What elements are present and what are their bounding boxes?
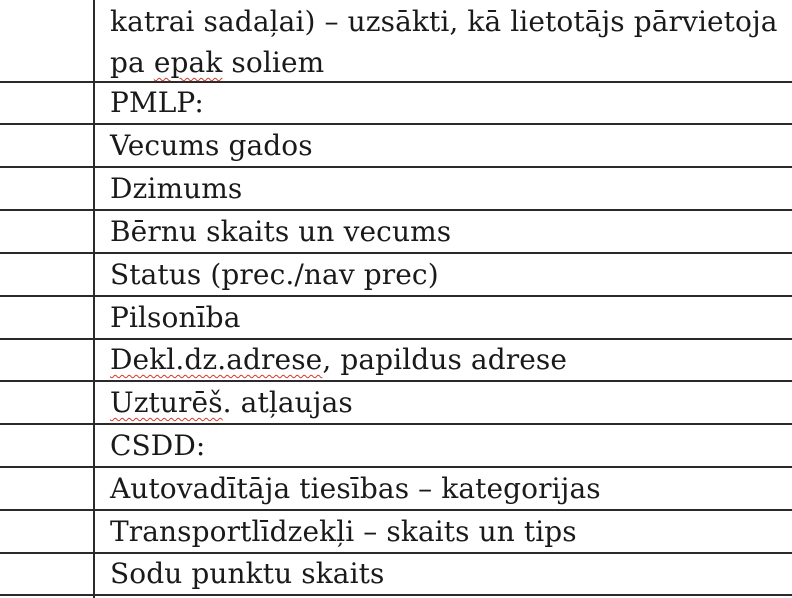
row-divider (0, 380, 792, 382)
row-divider (0, 594, 792, 596)
table-cell (110, 512, 577, 552)
spellcheck-flagged-word: epak (153, 46, 223, 79)
spellcheck-flagged-word: Dekl.dz.adrese (110, 343, 323, 376)
table-cell (110, 383, 353, 423)
table-cell-continuation-line-1 (110, 2, 778, 42)
cell-text: katrai sadaļai) – uzsākti, kā lietotājs pārvietoja (110, 5, 778, 38)
cell-text: Vecums gados (110, 129, 313, 162)
cell-text: , papildus adrese (322, 343, 568, 376)
cell-text: Transportlīdzekļi – skaits un tips (110, 515, 577, 548)
table-cell (110, 212, 451, 252)
cell-text: Autovadītāja tiesības – kategorijas (110, 472, 601, 505)
table-cell (110, 255, 439, 295)
table-cell-continuation-line-2 (110, 43, 324, 83)
table-cell (110, 554, 384, 594)
table-cell (110, 126, 313, 166)
spellcheck-flagged-word: Uzturēš (110, 386, 223, 419)
table-cell (110, 169, 242, 209)
table-cell (110, 469, 601, 509)
row-divider (0, 509, 792, 511)
row-divider (0, 166, 792, 168)
cell-text: Status (prec./nav prec) (110, 258, 439, 291)
cell-text: . atļaujas (222, 386, 353, 419)
table-cell (110, 340, 567, 380)
cell-text: PMLP: (110, 86, 204, 119)
cell-text: CSDD: (110, 429, 206, 462)
cell-text: soliem (222, 46, 325, 79)
row-divider (0, 466, 792, 468)
cell-text: pa (110, 46, 145, 79)
cell-text: Pilsonība (110, 301, 241, 334)
table-cell-csdd-header (110, 426, 205, 466)
row-divider (0, 123, 792, 125)
row-divider (0, 423, 792, 425)
row-divider (0, 209, 792, 211)
cell-text: Dzimums (110, 172, 243, 205)
table-cell (110, 298, 240, 338)
row-divider (0, 252, 792, 254)
cell-text: Sodu punktu skaits (110, 557, 385, 590)
table-cell-pmlp-header (110, 83, 204, 123)
row-divider (0, 295, 792, 297)
cell-text: Bērnu skaits un vecums (110, 215, 452, 248)
